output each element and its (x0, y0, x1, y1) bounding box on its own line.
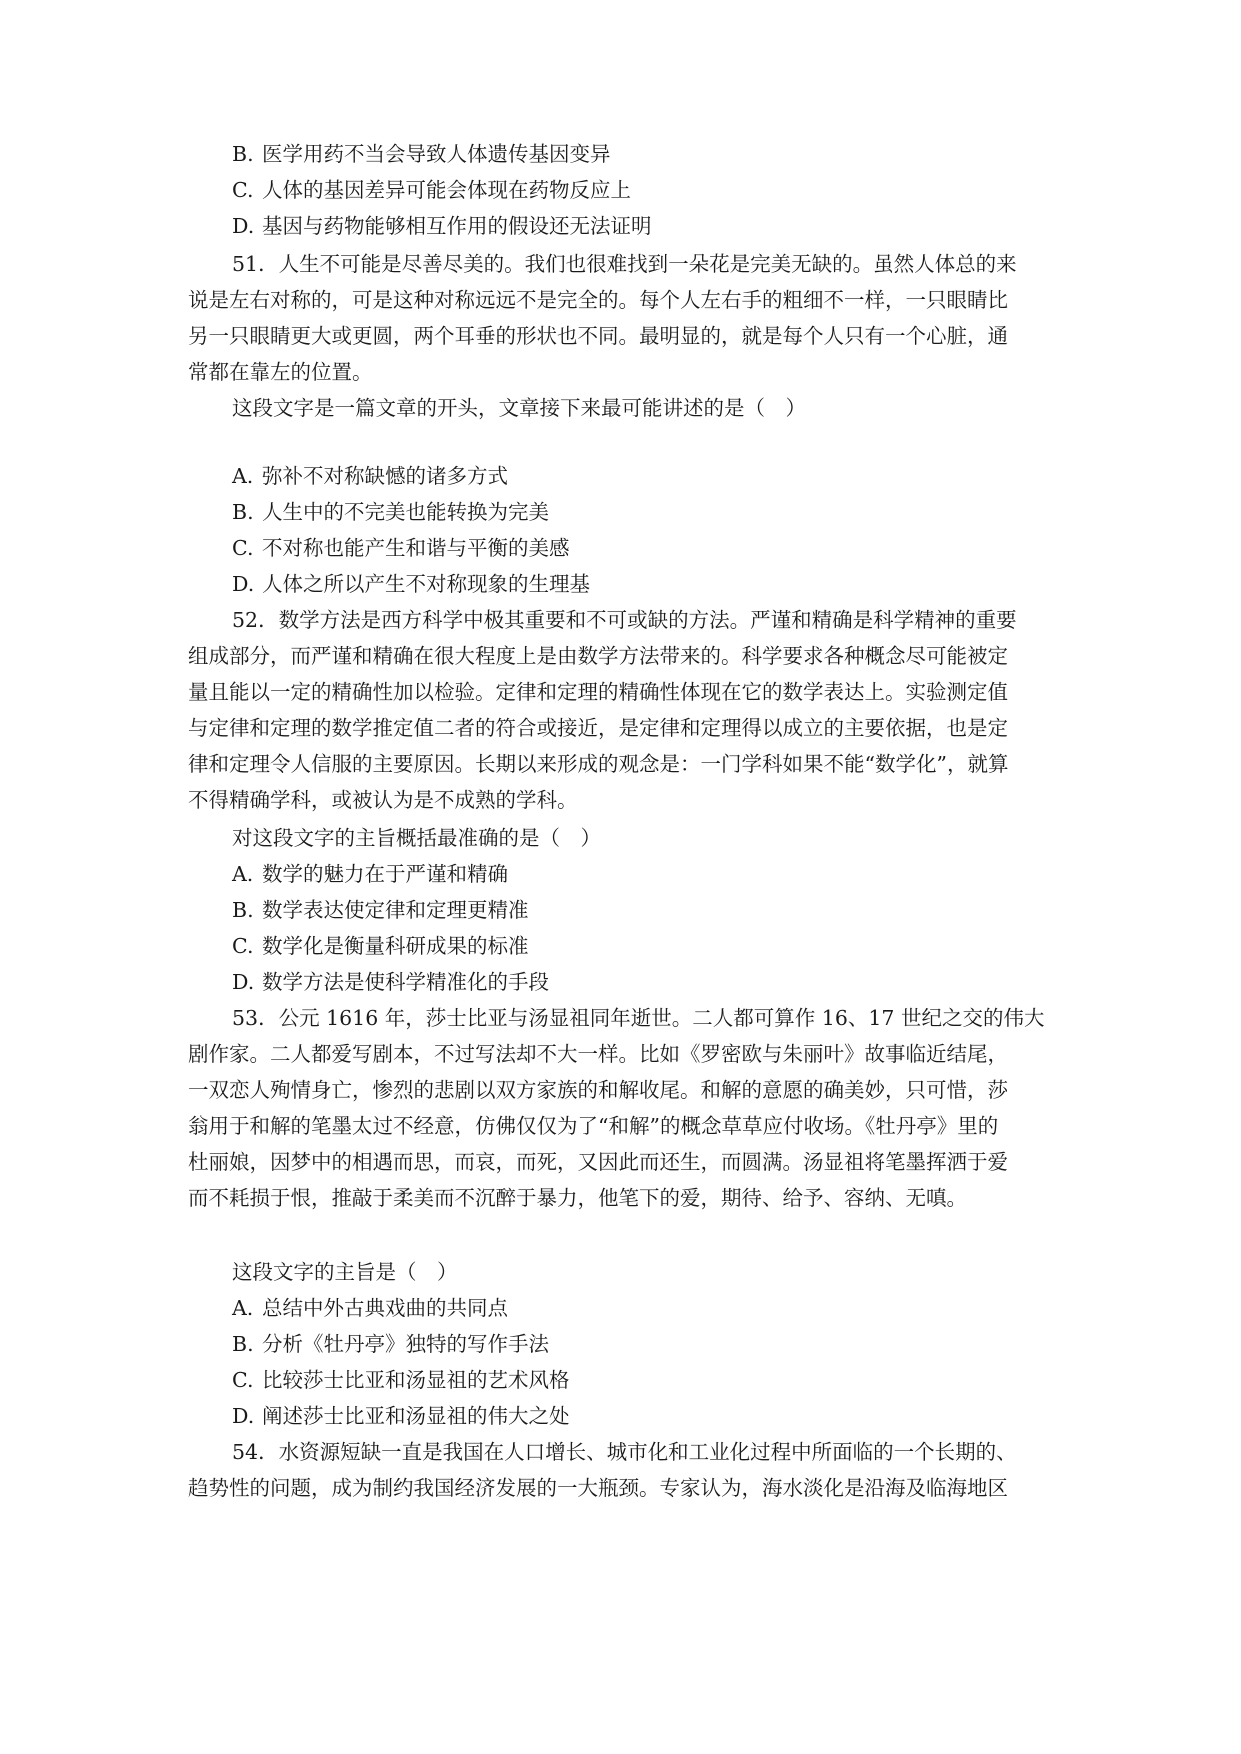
option-letter: B. (232, 500, 254, 524)
option-text: 弥补不对称缺憾的诸多方式 (262, 464, 508, 488)
answer-option (232, 212, 652, 240)
answer-option (232, 140, 611, 168)
option-text: 医学用药不当会导致人体遗传基因变异 (262, 142, 611, 166)
answer-option (232, 1294, 508, 1322)
answer-option (232, 176, 631, 204)
question-stem-line: 律和定理令人信服的主要原因。长期以来形成的观念是：一门学科如果不能“数学化”，就算 (188, 752, 1009, 776)
answer-option (232, 498, 549, 526)
option-text: 不对称也能产生和谐与平衡的美感 (262, 536, 570, 560)
option-text: 人体之所以产生不对称现象的生理基 (262, 572, 590, 596)
option-text: 人生中的不完美也能转换为完美 (262, 500, 549, 524)
option-letter: C. (232, 178, 254, 202)
option-letter: C. (232, 536, 254, 560)
question-stem-line: 量且能以一定的精确性加以检验。定律和定理的精确性体现在它的数学表达上。实验测定值 (188, 680, 1008, 704)
option-letter: B. (232, 1332, 254, 1356)
question-stem-line: 趋势性的问题，成为制约我国经济发展的一大瓶颈。专家认为，海水淡化是沿海及临海地区 (188, 1476, 1008, 1500)
question-stem-first-line: 52．数学方法是西方科学中极其重要和不可或缺的方法。严谨和精确是科学精神的重要 (232, 608, 1017, 632)
question-stem-line: 常都在靠左的位置。 (188, 360, 373, 384)
question-stem-line: 一双恋人殉情身亡，惨烈的悲剧以双方家族的和解收尾。和解的意愿的确美妙，只可惜，莎 (188, 1078, 1008, 1102)
option-letter: C. (232, 934, 254, 958)
answer-option (232, 968, 549, 996)
option-text: 人体的基因差异可能会体现在药物反应上 (262, 178, 631, 202)
question-prompt: 这段文字是一篇文章的开头，文章接下来最可能讲述的是（ ） (232, 396, 806, 420)
question-stem-first-line: 54．水资源短缺一直是我国在人口增长、城市化和工业化过程中所面临的一个长期的、 (232, 1440, 1017, 1464)
question-stem-line: 剧作家。二人都爱写剧本，不过写法却不大一样。比如《罗密欧与朱丽叶》故事临近结尾， (188, 1042, 1008, 1066)
answer-option (232, 534, 570, 562)
question-stem-line: 说是左右对称的，可是这种对称远远不是完全的。每个人左右手的粗细不一样，一只眼睛比 (188, 288, 1008, 312)
question-stem-line: 杜丽娘，因梦中的相遇而思，而哀，而死，又因此而还生，而圆满。汤显祖将笔墨挥洒于爱 (188, 1150, 1008, 1174)
option-text: 阐述莎士比亚和汤显祖的伟大之处 (262, 1404, 570, 1428)
question-prompt: 对这段文字的主旨概括最准确的是（ ） (232, 826, 601, 850)
question-stem-line: 另一只眼睛更大或更圆，两个耳垂的形状也不同。最明显的，就是每个人只有一个心脏，通 (188, 324, 1008, 348)
answer-option (232, 1366, 570, 1394)
question-stem-line: 组成部分，而严谨和精确在很大程度上是由数学方法带来的。科学要求各种概念尽可能被定 (188, 644, 1008, 668)
option-letter: D. (232, 1404, 255, 1428)
option-letter: A. (232, 1296, 254, 1320)
question-stem-first-line: 51．人生不可能是尽善尽美的。我们也很难找到一朵花是完美无缺的。虽然人体总的来 (232, 252, 1017, 276)
answer-option (232, 1402, 570, 1430)
answer-option (232, 896, 529, 924)
answer-option (232, 860, 508, 888)
option-text: 数学的魅力在于严谨和精确 (262, 862, 508, 886)
question-stem-line: 不得精确学科，或被认为是不成熟的学科。 (188, 788, 578, 812)
question-stem-first-line: 53．公元 1616 年，莎士比亚与汤显祖同年逝世。二人都可算作 16、17 世纪之交的伟大 (232, 1006, 1045, 1030)
answer-option (232, 570, 590, 598)
option-text: 数学化是衡量科研成果的标准 (262, 934, 529, 958)
option-letter: C. (232, 1368, 254, 1392)
option-letter: D. (232, 214, 255, 238)
option-text: 数学表达使定律和定理更精准 (262, 898, 529, 922)
question-stem-line: 翁用于和解的笔墨太过不经意，仿佛仅仅为了“和解”的概念草草应付收场。《牡丹亭》里的 (188, 1114, 999, 1138)
option-letter: B. (232, 142, 254, 166)
option-letter: D. (232, 572, 255, 596)
question-stem-line: 而不耗损于恨，推敲于柔美而不沉醉于暴力，他笔下的爱，期待、给予、容纳、无嗔。 (188, 1186, 967, 1210)
question-stem-line: 与定律和定理的数学推定值二者的符合或接近，是定律和定理得以成立的主要依据，也是定 (188, 716, 1008, 740)
answer-option (232, 932, 529, 960)
option-letter: A. (232, 464, 254, 488)
option-text: 比较莎士比亚和汤显祖的艺术风格 (262, 1368, 570, 1392)
option-letter: B. (232, 898, 254, 922)
answer-option (232, 1330, 549, 1358)
option-text: 总结中外古典戏曲的共同点 (262, 1296, 508, 1320)
question-prompt: 这段文字的主旨是（ ） (232, 1260, 458, 1284)
option-text: 分析《牡丹亭》独特的写作手法 (262, 1332, 549, 1356)
option-text: 数学方法是使科学精准化的手段 (262, 970, 549, 994)
answer-option (232, 462, 508, 490)
option-letter: A. (232, 862, 254, 886)
option-text: 基因与药物能够相互作用的假设还无法证明 (262, 214, 652, 238)
option-letter: D. (232, 970, 255, 994)
